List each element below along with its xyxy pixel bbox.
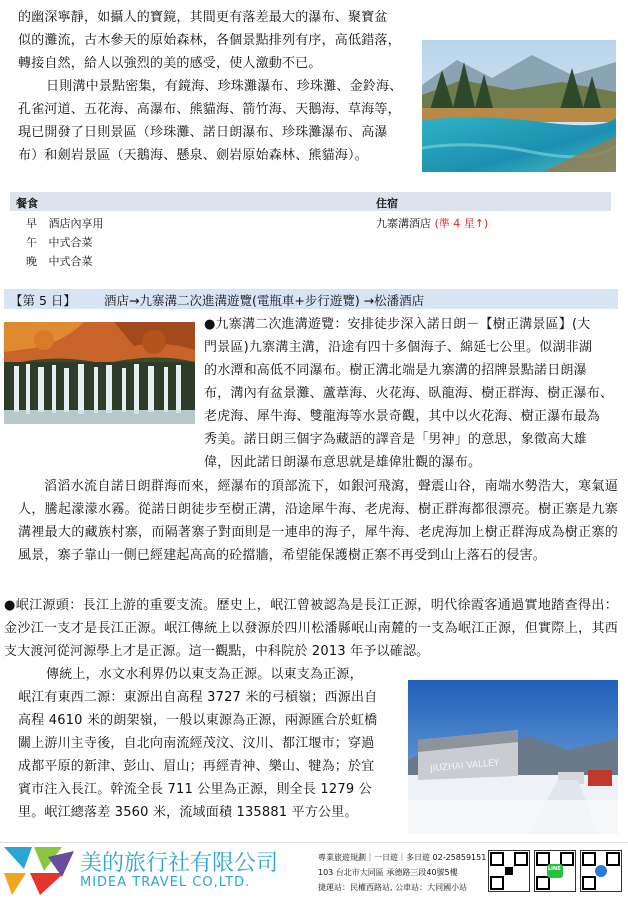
contact-line-3: 捷運站：民權西路站, 公車站：大同國小站: [318, 883, 468, 892]
text-line: 岷江有東西二源：東源出自高程 3727 米的弓槓嶺；西源出自: [18, 690, 378, 705]
minjiang-detail-block: [18, 663, 404, 824]
paragraph-waterfall: 滔滔水流自諾日朗群海而來，經瀑布的頂部流下，如銀河飛瀉，聲震山谷，南端水勢浩大，寒氣逼人，騰起濛濛水霧。從諾日朗徒步至樹正溝，沿途犀牛海、老虎海、樹正群海都很漂亮。樹正寨是九寨溝裡最大的藏族村寨，而隔著寨子對面則是一連串的海子，犀牛海、老虎海加上樹正群海成為樹正寨的風景，寨子靠山一側已經建起高高的砼擋牆，希望能保護樹正寨不再受到山上落石的侵害。: [18, 479, 618, 563]
meal-label: 午: [26, 236, 37, 249]
meal-value: 中式合菜: [48, 255, 93, 268]
text-line: 現已開發了日則景區（珍珠灘、諾日朗瀑布、珍珠灘瀑布、高瀑: [18, 125, 388, 140]
text-line: 門景區)九寨溝主溝，沿途有四十多個海子、綿延七公里。似湖非湖: [204, 340, 593, 355]
meal-label: 早: [26, 217, 37, 230]
meal-value: 酒店內享用: [48, 217, 104, 230]
text-line: 關上游川主寺後，自北向南流經茂汶、汶川、都江堰市；穿過: [18, 736, 375, 751]
intro-text-block: [18, 6, 414, 167]
text-line: ●九寨溝二次進溝遊覽：安排徒步深入諾日朗－【樹正溝景區】(大: [204, 317, 591, 332]
text-line: 里。岷江總落差 3560 米，流域面積 135881 平方公里。: [18, 805, 358, 820]
qr-code-1[interactable]: [488, 850, 530, 892]
sign-text: JIUZHAI VALLEY: [429, 758, 500, 775]
text-line: 老虎海、犀牛海、雙龍海等水景奇觀，其中以火花海、樹正瀑布最為: [204, 409, 601, 424]
day5-text-block: [204, 313, 618, 474]
hotel-info: [376, 215, 488, 231]
footer-divider: [0, 842, 628, 843]
text-line: 轉接自然，給人以強烈的美的感受，使人激動不已。: [18, 56, 322, 71]
photo-waterfall: [4, 322, 195, 424]
text-line: 的幽深寧靜，如攝人的寶鏡，其間更有落差最大的瀑布、聚寶盆: [18, 10, 388, 25]
contact-line-2: 103 台北市大同區 承德路三段40號5樓: [318, 868, 458, 877]
hotel-name: 九寨溝酒店: [376, 217, 431, 230]
text-line: 秀美。諾日朗三個字為藏語的譯音是「男神」的意思，象徵高大雄: [204, 432, 587, 447]
meal-row-breakfast: [26, 215, 104, 231]
brand-name-cn: 美的旅行社有限公司: [80, 851, 279, 876]
day-5-header: [4, 289, 618, 309]
contact-line-1: 專業旅遊規劃｜一日遊｜多日遊 02-25859151: [318, 853, 487, 862]
line-caption: LINE: [548, 866, 561, 872]
photo-blue-lake: [422, 40, 616, 172]
meal-value: 中式合菜: [48, 236, 93, 249]
meal-row-dinner: [26, 253, 93, 269]
text-line: 成都平原的新津、彭山、眉山；再經青神、樂山、犍為；於宜: [18, 759, 375, 774]
text-line: 布）和劍岩景區（天鵝海、懸泉、劍岩原始森林、熊貓海）。: [18, 148, 368, 163]
brand-logo-icon: [4, 847, 74, 895]
text-line: 孔雀河道、五花海、高瀑布、熊貓海、箭竹海、天鵝海、草海等，: [18, 102, 401, 117]
photo-snow-valley-gate: [408, 680, 618, 834]
meal-label: 晚: [26, 255, 37, 268]
text-line: 傳統上，水文水利界仍以東支為正源。以東支為正源，: [46, 667, 363, 682]
meals-header-label: 餐食: [16, 197, 38, 210]
paragraph-minjiang-source: ●岷江源頭：長江上游的重要支流。歷史上，岷江曾被認為是長江正源，明代徐霞客通過實地踏查得出：金沙江一支才是長江正源。岷江傳統上以發源於四川松潘縣岷山南麓的一支為岷江正源，但實際上，其西支大渡河從河源學上才是正源。這一觀點，中科院於 2013 年予以確認。: [4, 598, 618, 659]
text-line: 的水潭和高低不同瀑布。樹正溝北端是九寨溝的招牌景點諾日朗瀑: [204, 363, 587, 378]
meals-header: [10, 192, 611, 211]
brand-name-en: MIDEA TRAVEL CO,LTD.: [80, 875, 251, 890]
text-line: 高程 4610 米的朗架嶺，一般以東源為正源，兩源匯合於虹橋: [18, 713, 378, 728]
hotel-star-rating: (準 4 星↑): [434, 217, 489, 230]
text-line: 布，溝內有盆景灘、蘆葦海、火花海、臥龍海、樹正群海、樹正瀑布、: [204, 386, 614, 401]
day-route: 酒店→九寨溝二次進溝遊覽(電瓶車+步行遊覽) →松潘酒店: [104, 293, 425, 308]
text-line: 賓市注入長江。幹流全長 711 公里為正源，則全長 1279 公: [18, 782, 372, 797]
day-label: 【第 5 日】: [10, 293, 76, 308]
text-line: 偉，因此諾日朗瀑布意思就是雄偉壯觀的瀑布。: [204, 455, 482, 470]
qr-code-line[interactable]: [534, 850, 576, 892]
text-line: 日則溝中景點密集，有鏡海、珍珠灘瀑布、珍珠灘、金鈴海、: [46, 79, 403, 94]
hotel-header-label: 住宿: [376, 197, 398, 210]
text-line: 似的灘流，古木參天的原始森林，各個景點排列有序，高低錯落，: [18, 33, 401, 48]
qr-code-3[interactable]: [580, 850, 622, 892]
meal-row-lunch: [26, 234, 93, 250]
